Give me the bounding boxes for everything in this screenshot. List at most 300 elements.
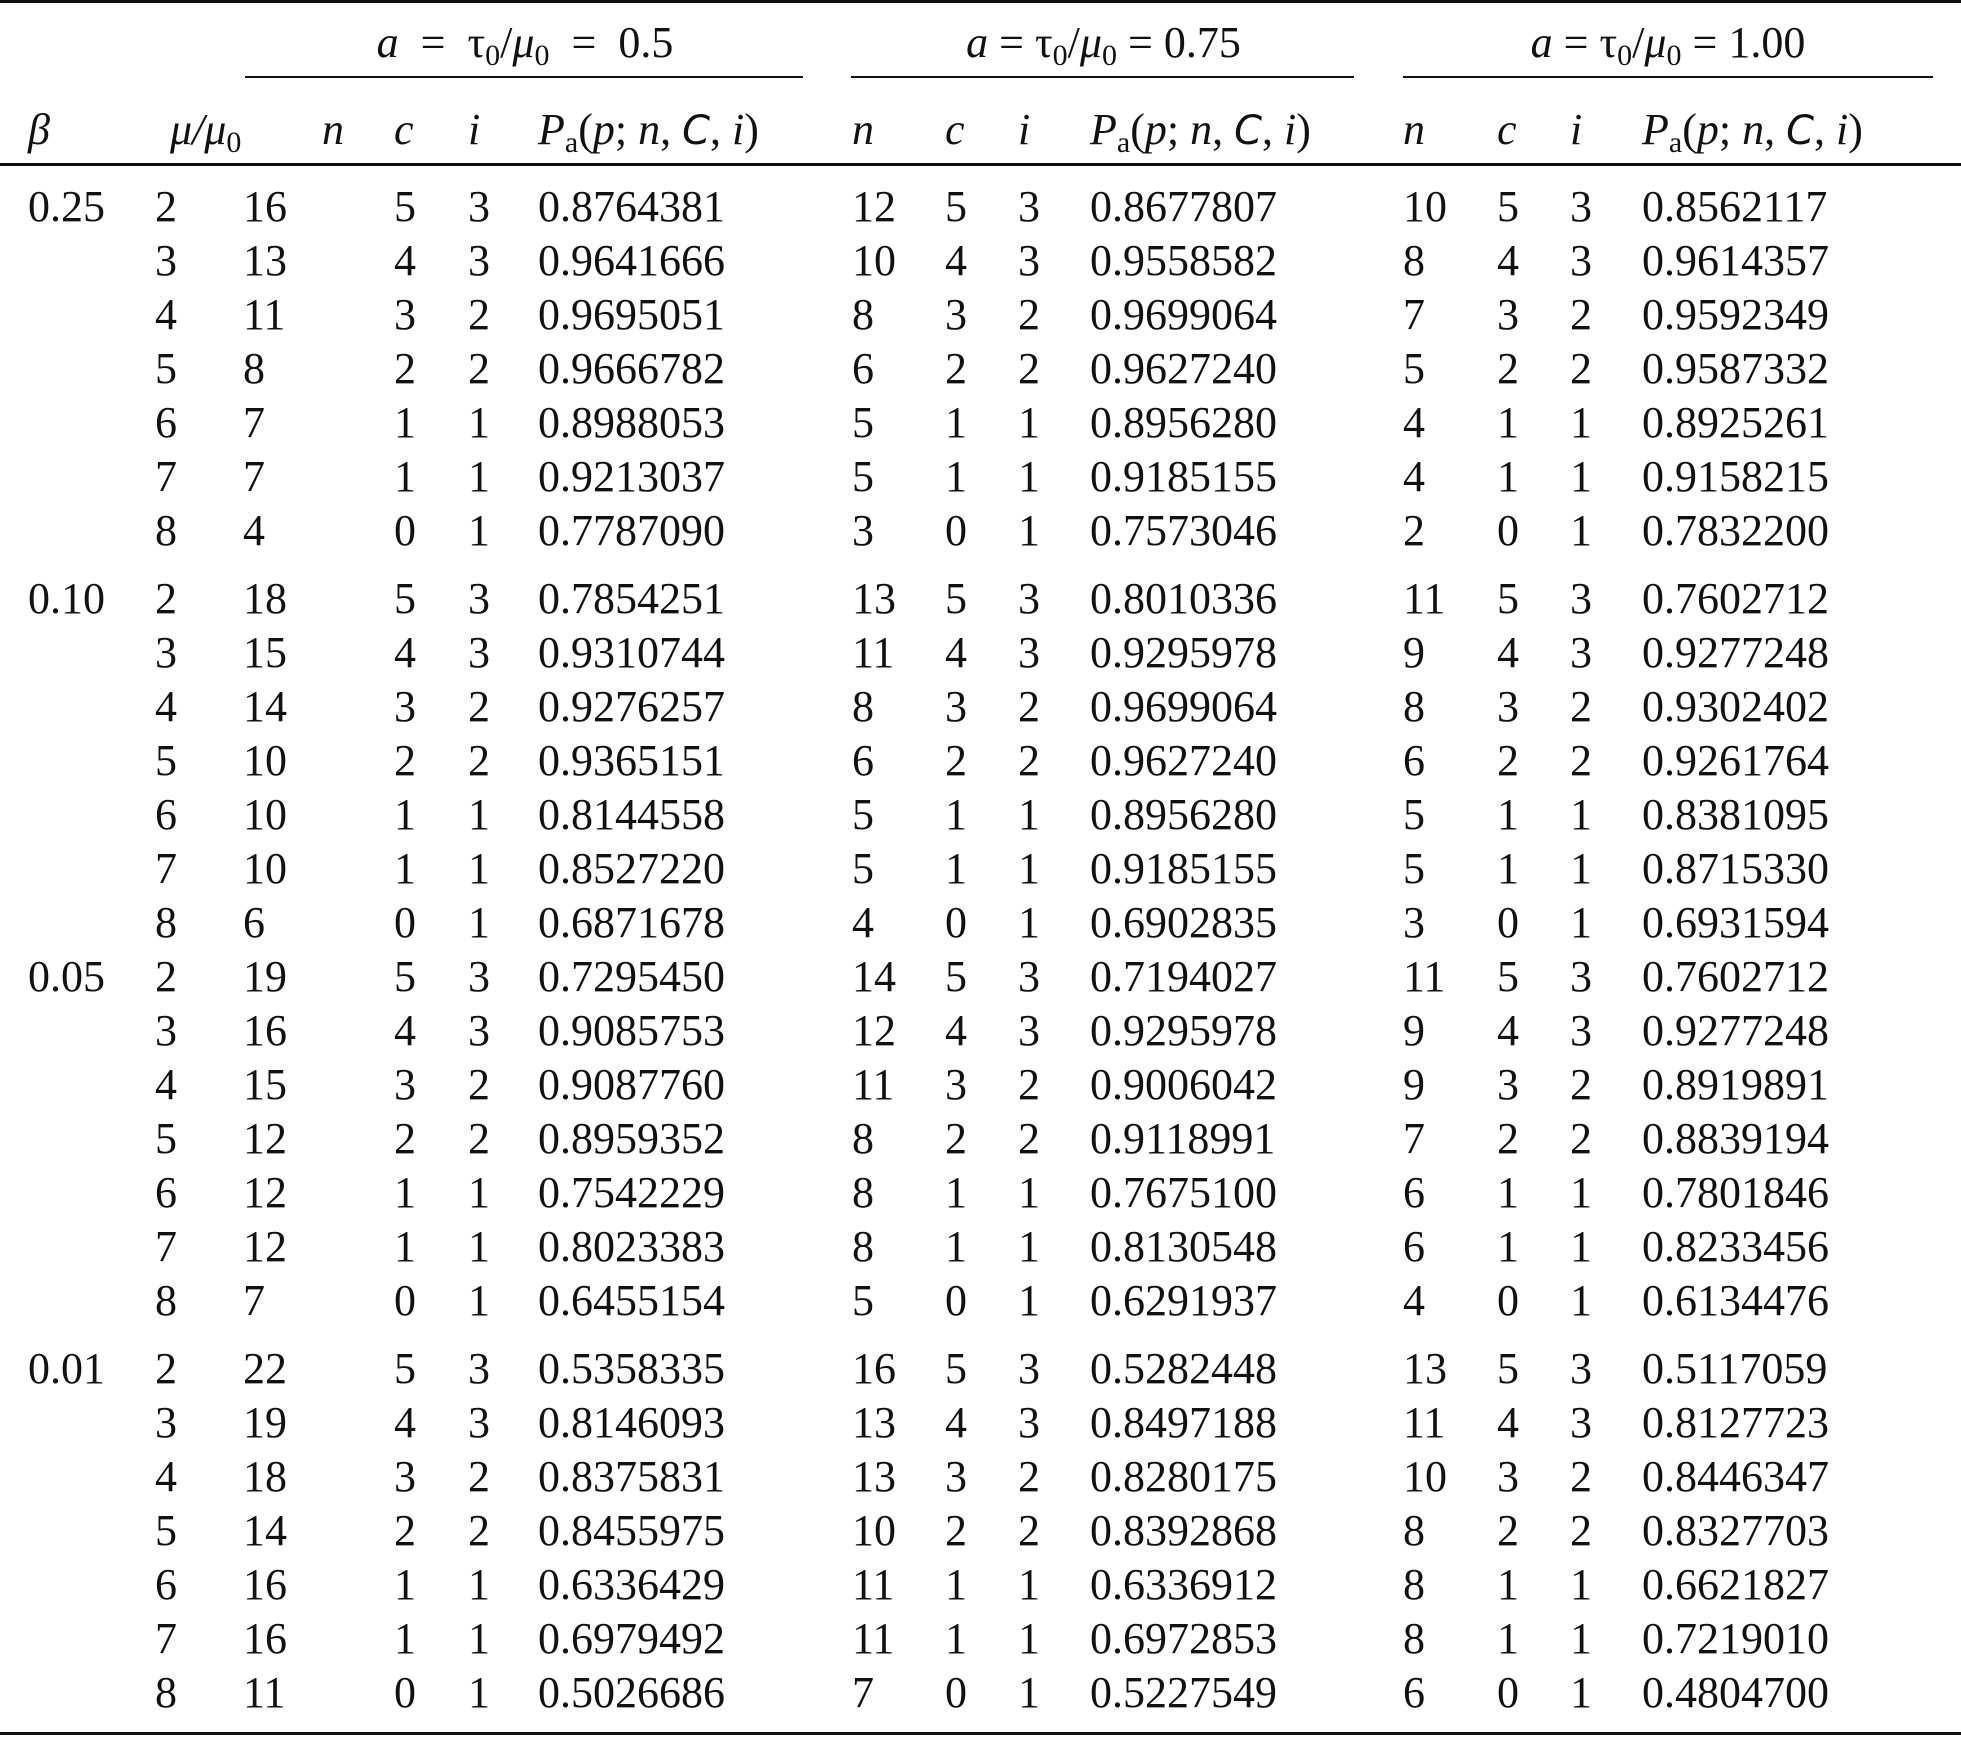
acceptance-probability-a-0-5: 0.7542229 (538, 1168, 725, 1217)
table-bottom-rule (0, 1732, 1961, 1735)
acceptance-probability-a-1-00: 0.8233456 (1642, 1222, 1829, 1271)
sample-size-n-a-0-5: 16 (243, 1560, 287, 1609)
acceptance-number-c-a-1-00: 4 (1497, 1398, 1519, 1447)
acceptance-probability-a-0-75: 0.6291937 (1090, 1276, 1277, 1325)
lot-index-i-a-1-00: 1 (1570, 844, 1592, 893)
lot-index-i-a-1-00: 1 (1570, 1168, 1592, 1217)
acceptance-probability-a-1-00: 0.8715330 (1642, 844, 1829, 893)
lot-index-i-a-0-75: 1 (1018, 1614, 1040, 1663)
acceptance-probability-a-0-5: 0.6979492 (538, 1614, 725, 1663)
header-n: n (1403, 105, 1425, 154)
acceptance-probability-a-1-00: 0.9614357 (1642, 236, 1829, 285)
acceptance-number-c-a-0-75: 1 (945, 844, 967, 893)
sample-size-n-a-1-00: 8 (1403, 236, 1425, 285)
acceptance-probability-a-0-5: 0.6336429 (538, 1560, 725, 1609)
sample-size-n-a-1-00: 3 (1403, 898, 1425, 947)
lot-index-i-a-0-5: 3 (468, 1006, 490, 1055)
lot-index-i-a-0-5: 2 (468, 1452, 490, 1501)
acceptance-number-c-a-1-00: 2 (1497, 1114, 1519, 1163)
acceptance-probability-a-1-00: 0.7602712 (1642, 574, 1829, 623)
sample-size-n-a-0-75: 6 (852, 736, 874, 785)
lot-index-i-a-0-5: 3 (468, 236, 490, 285)
acceptance-probability-a-0-5: 0.8455975 (538, 1506, 725, 1555)
acceptance-probability-a-0-75: 0.9699064 (1090, 290, 1277, 339)
acceptance-probability-a-0-75: 0.9295978 (1090, 628, 1277, 677)
header-c: c (1497, 105, 1517, 154)
mu-ratio-value: 2 (155, 952, 177, 1001)
sample-size-n-a-1-00: 6 (1403, 1668, 1425, 1717)
acceptance-number-c-a-0-5: 5 (394, 952, 416, 1001)
sample-size-n-a-0-75: 16 (852, 1344, 896, 1393)
acceptance-probability-a-0-5: 0.8988053 (538, 398, 725, 447)
mu-ratio-value: 3 (155, 236, 177, 285)
acceptance-probability-a-1-00: 0.8839194 (1642, 1114, 1829, 1163)
header-pa: $P_a(p$; n, C, i) (1090, 105, 1311, 159)
sample-size-n-a-1-00: 6 (1403, 736, 1425, 785)
acceptance-number-c-a-0-75: 2 (945, 736, 967, 785)
acceptance-number-c-a-1-00: 0 (1497, 1668, 1519, 1717)
acceptance-number-c-a-1-00: 5 (1497, 182, 1519, 231)
lot-index-i-a-1-00: 1 (1570, 1614, 1592, 1663)
acceptance-number-c-a-0-5: 4 (394, 236, 416, 285)
mu-ratio-value: 6 (155, 1168, 177, 1217)
acceptance-number-c-a-1-00: 1 (1497, 1222, 1519, 1271)
sample-size-n-a-0-75: 11 (852, 1614, 895, 1663)
lot-index-i-a-0-5: 3 (468, 952, 490, 1001)
acceptance-number-c-a-0-75: 1 (945, 790, 967, 839)
acceptance-number-c-a-1-00: 1 (1497, 790, 1519, 839)
acceptance-probability-a-0-75: 0.9558582 (1090, 236, 1277, 285)
acceptance-probability-a-1-00: 0.9261764 (1642, 736, 1829, 785)
sample-size-n-a-0-5: 11 (243, 1668, 286, 1717)
lot-index-i-a-1-00: 1 (1570, 452, 1592, 501)
acceptance-probability-a-0-5: 0.9365151 (538, 736, 725, 785)
sample-size-n-a-0-5: 11 (243, 290, 286, 339)
acceptance-number-c-a-0-75: 1 (945, 398, 967, 447)
lot-index-i-a-0-75: 1 (1018, 1668, 1040, 1717)
acceptance-number-c-a-0-5: 1 (394, 1560, 416, 1609)
mu-ratio-value: 6 (155, 1560, 177, 1609)
sample-size-n-a-1-00: 4 (1403, 452, 1425, 501)
lot-index-i-a-1-00: 3 (1570, 952, 1592, 1001)
acceptance-probability-a-1-00: 0.8127723 (1642, 1398, 1829, 1447)
acceptance-number-c-a-0-75: 1 (945, 1168, 967, 1217)
acceptance-probability-a-0-5: 0.8764381 (538, 182, 725, 231)
acceptance-number-c-a-0-75: 5 (945, 1344, 967, 1393)
acceptance-number-c-a-1-00: 1 (1497, 452, 1519, 501)
acceptance-number-c-a-0-5: 3 (394, 682, 416, 731)
header-mu-ratio: $\mu/\mu_0$ (170, 105, 242, 159)
acceptance-probability-a-0-75: 0.7573046 (1090, 506, 1277, 555)
sample-size-n-a-0-75: 13 (852, 1452, 896, 1501)
lot-index-i-a-1-00: 2 (1570, 344, 1592, 393)
acceptance-number-c-a-0-5: 1 (394, 452, 416, 501)
acceptance-probability-a-0-75: 0.9118991 (1090, 1114, 1276, 1163)
header-i: i (1018, 105, 1031, 154)
sample-size-n-a-0-5: 10 (243, 790, 287, 839)
lot-index-i-a-0-5: 2 (468, 1060, 490, 1109)
mu-ratio-value: 2 (155, 574, 177, 623)
acceptance-number-c-a-0-75: 2 (945, 1506, 967, 1555)
lot-index-i-a-1-00: 1 (1570, 790, 1592, 839)
acceptance-probability-a-0-75: 0.8956280 (1090, 790, 1277, 839)
sample-size-n-a-1-00: 7 (1403, 290, 1425, 339)
acceptance-probability-a-0-5: 0.9213037 (538, 452, 725, 501)
sample-size-n-a-0-5: 16 (243, 182, 287, 231)
acceptance-number-c-a-0-5: 1 (394, 1222, 416, 1271)
lot-index-i-a-0-5: 1 (468, 1276, 490, 1325)
lot-index-i-a-1-00: 3 (1570, 182, 1592, 231)
acceptance-probability-a-0-75: 0.9185155 (1090, 452, 1277, 501)
acceptance-probability-a-0-75: 0.9699064 (1090, 682, 1277, 731)
acceptance-probability-a-0-5: 0.9641666 (538, 236, 725, 285)
header-n: n (852, 105, 874, 154)
acceptance-probability-a-0-5: 0.8527220 (538, 844, 725, 893)
sample-size-n-a-0-5: 10 (243, 844, 287, 893)
acceptance-probability-a-0-5: 0.7295450 (538, 952, 725, 1001)
acceptance-number-c-a-1-00: 4 (1497, 628, 1519, 677)
acceptance-probability-a-0-5: 0.8959352 (538, 1114, 725, 1163)
lot-index-i-a-0-5: 2 (468, 290, 490, 339)
lot-index-i-a-0-75: 1 (1018, 1560, 1040, 1609)
lot-index-i-a-0-5: 2 (468, 1114, 490, 1163)
acceptance-number-c-a-0-75: 4 (945, 236, 967, 285)
mu-ratio-value: 6 (155, 790, 177, 839)
mu-ratio-value: 7 (155, 452, 177, 501)
acceptance-number-c-a-0-5: 0 (394, 1276, 416, 1325)
acceptance-number-c-a-0-75: 0 (945, 1668, 967, 1717)
sample-size-n-a-0-5: 12 (243, 1222, 287, 1271)
lot-index-i-a-0-75: 2 (1018, 1114, 1040, 1163)
lot-index-i-a-0-5: 3 (468, 628, 490, 677)
sample-size-n-a-0-75: 10 (852, 236, 896, 285)
lot-index-i-a-0-5: 1 (468, 898, 490, 947)
acceptance-probability-a-0-5: 0.6455154 (538, 1276, 725, 1325)
mu-ratio-value: 5 (155, 1506, 177, 1555)
mu-ratio-value: 5 (155, 736, 177, 785)
lot-index-i-a-0-75: 3 (1018, 236, 1040, 285)
lot-index-i-a-0-75: 2 (1018, 736, 1040, 785)
lot-index-i-a-0-75: 2 (1018, 682, 1040, 731)
mu-ratio-value: 7 (155, 1222, 177, 1271)
sample-size-n-a-1-00: 8 (1403, 1614, 1425, 1663)
sample-size-n-a-0-5: 18 (243, 574, 287, 623)
mu-ratio-value: 8 (155, 1668, 177, 1717)
sample-size-n-a-0-5: 16 (243, 1614, 287, 1663)
lot-index-i-a-0-75: 1 (1018, 1276, 1040, 1325)
acceptance-probability-a-1-00: 0.6134476 (1642, 1276, 1829, 1325)
acceptance-number-c-a-1-00: 2 (1497, 1506, 1519, 1555)
header-pa: $P_a(p$; n, C, i) (538, 105, 759, 159)
lot-index-i-a-0-5: 1 (468, 398, 490, 447)
lot-index-i-a-0-75: 2 (1018, 344, 1040, 393)
acceptance-probability-a-0-75: 0.9185155 (1090, 844, 1277, 893)
lot-index-i-a-0-75: 1 (1018, 790, 1040, 839)
mu-ratio-value: 8 (155, 506, 177, 555)
lot-index-i-a-0-5: 3 (468, 1344, 490, 1393)
acceptance-probability-a-1-00: 0.8381095 (1642, 790, 1829, 839)
acceptance-number-c-a-1-00: 1 (1497, 1560, 1519, 1609)
acceptance-number-c-a-0-5: 2 (394, 736, 416, 785)
lot-index-i-a-1-00: 2 (1570, 682, 1592, 731)
acceptance-number-c-a-0-5: 2 (394, 1114, 416, 1163)
sample-size-n-a-0-5: 4 (243, 506, 265, 555)
acceptance-probability-a-0-5: 0.7854251 (538, 574, 725, 623)
lot-index-i-a-0-5: 2 (468, 736, 490, 785)
sample-size-n-a-0-5: 18 (243, 1452, 287, 1501)
acceptance-number-c-a-0-5: 1 (394, 1168, 416, 1217)
mu-ratio-value: 2 (155, 1344, 177, 1393)
lot-index-i-a-0-75: 2 (1018, 1060, 1040, 1109)
acceptance-number-c-a-0-75: 1 (945, 1222, 967, 1271)
mu-ratio-value: 8 (155, 898, 177, 947)
acceptance-probability-a-1-00: 0.7219010 (1642, 1614, 1829, 1663)
sample-size-n-a-1-00: 5 (1403, 844, 1425, 893)
lot-index-i-a-0-75: 1 (1018, 898, 1040, 947)
acceptance-number-c-a-1-00: 5 (1497, 952, 1519, 1001)
lot-index-i-a-1-00: 2 (1570, 1506, 1592, 1555)
lot-index-i-a-1-00: 1 (1570, 1668, 1592, 1717)
header-pa: $P_a(p$; n, C, i) (1642, 105, 1863, 159)
sample-size-n-a-0-5: 19 (243, 1398, 287, 1447)
lot-index-i-a-0-75: 3 (1018, 1006, 1040, 1055)
sample-size-n-a-0-5: 12 (243, 1168, 287, 1217)
lot-index-i-a-1-00: 2 (1570, 1114, 1592, 1163)
sample-size-n-a-1-00: 9 (1403, 628, 1425, 677)
acceptance-number-c-a-0-75: 0 (945, 506, 967, 555)
acceptance-number-c-a-0-5: 3 (394, 1060, 416, 1109)
acceptance-number-c-a-0-75: 1 (945, 1614, 967, 1663)
acceptance-number-c-a-1-00: 0 (1497, 506, 1519, 555)
lot-index-i-a-0-5: 1 (468, 506, 490, 555)
acceptance-number-c-a-0-5: 0 (394, 898, 416, 947)
lot-index-i-a-0-75: 3 (1018, 1398, 1040, 1447)
acceptance-probability-a-1-00: 0.9302402 (1642, 682, 1829, 731)
sample-size-n-a-0-75: 6 (852, 344, 874, 393)
mu-ratio-value: 8 (155, 1276, 177, 1325)
sample-size-n-a-0-75: 12 (852, 1006, 896, 1055)
sample-size-n-a-0-5: 12 (243, 1114, 287, 1163)
mu-ratio-value: 2 (155, 182, 177, 231)
sample-size-n-a-1-00: 11 (1403, 952, 1446, 1001)
sample-size-n-a-0-5: 14 (243, 682, 287, 731)
acceptance-number-c-a-0-75: 1 (945, 452, 967, 501)
lot-index-i-a-0-5: 1 (468, 1668, 490, 1717)
acceptance-number-c-a-0-5: 3 (394, 1452, 416, 1501)
acceptance-number-c-a-1-00: 1 (1497, 1168, 1519, 1217)
mu-ratio-value: 3 (155, 1006, 177, 1055)
beta-value: 0.05 (28, 952, 105, 1001)
sample-size-n-a-0-75: 11 (852, 1060, 895, 1109)
header-beta: β (28, 105, 50, 154)
lot-index-i-a-0-75: 1 (1018, 398, 1040, 447)
sample-size-n-a-1-00: 10 (1403, 1452, 1447, 1501)
acceptance-probability-a-0-75: 0.6336912 (1090, 1560, 1277, 1609)
lot-index-i-a-0-5: 2 (468, 344, 490, 393)
sample-size-n-a-0-75: 11 (852, 1560, 895, 1609)
lot-index-i-a-1-00: 2 (1570, 1452, 1592, 1501)
lot-index-i-a-1-00: 3 (1570, 574, 1592, 623)
sample-size-n-a-0-75: 5 (852, 844, 874, 893)
lot-index-i-a-0-75: 1 (1018, 1168, 1040, 1217)
acceptance-number-c-a-1-00: 0 (1497, 1276, 1519, 1325)
mu-ratio-value: 5 (155, 1114, 177, 1163)
header-c: c (945, 105, 965, 154)
sample-size-n-a-0-75: 14 (852, 952, 896, 1001)
sample-size-n-a-0-5: 22 (243, 1344, 287, 1393)
mu-ratio-value: 5 (155, 344, 177, 393)
lot-index-i-a-0-5: 3 (468, 182, 490, 231)
acceptance-number-c-a-0-75: 5 (945, 182, 967, 231)
acceptance-number-c-a-1-00: 1 (1497, 398, 1519, 447)
lot-index-i-a-1-00: 1 (1570, 506, 1592, 555)
sample-size-n-a-0-75: 8 (852, 1114, 874, 1163)
acceptance-probability-a-1-00: 0.7602712 (1642, 952, 1829, 1001)
sample-size-n-a-0-5: 7 (243, 398, 265, 447)
sample-size-n-a-0-75: 11 (852, 628, 895, 677)
acceptance-probability-a-1-00: 0.8562117 (1642, 182, 1828, 231)
sample-size-n-a-0-5: 15 (243, 628, 287, 677)
lot-index-i-a-0-5: 2 (468, 682, 490, 731)
acceptance-number-c-a-0-75: 2 (945, 344, 967, 393)
acceptance-number-c-a-0-5: 1 (394, 790, 416, 839)
acceptance-number-c-a-1-00: 0 (1497, 898, 1519, 947)
acceptance-probability-a-1-00: 0.9277248 (1642, 1006, 1829, 1055)
acceptance-number-c-a-1-00: 3 (1497, 1060, 1519, 1109)
acceptance-number-c-a-0-5: 5 (394, 1344, 416, 1393)
acceptance-probability-a-1-00: 0.4804700 (1642, 1668, 1829, 1717)
sample-size-n-a-0-75: 8 (852, 290, 874, 339)
sample-size-n-a-0-5: 14 (243, 1506, 287, 1555)
sample-size-n-a-1-00: 6 (1403, 1222, 1425, 1271)
lot-index-i-a-1-00: 2 (1570, 736, 1592, 785)
header-i: i (1570, 105, 1583, 154)
sample-size-n-a-1-00: 8 (1403, 1560, 1425, 1609)
acceptance-probability-a-0-5: 0.9087760 (538, 1060, 725, 1109)
acceptance-probability-a-0-75: 0.8956280 (1090, 398, 1277, 447)
beta-value: 0.10 (28, 574, 105, 623)
beta-value: 0.25 (28, 182, 105, 231)
mu-ratio-value: 4 (155, 682, 177, 731)
acceptance-probability-a-1-00: 0.5117059 (1642, 1344, 1828, 1393)
sample-size-n-a-0-75: 13 (852, 1398, 896, 1447)
acceptance-number-c-a-1-00: 4 (1497, 1006, 1519, 1055)
lot-index-i-a-0-5: 1 (468, 844, 490, 893)
lot-index-i-a-0-75: 2 (1018, 290, 1040, 339)
sample-size-n-a-0-75: 4 (852, 898, 874, 947)
acceptance-number-c-a-1-00: 2 (1497, 344, 1519, 393)
acceptance-number-c-a-0-75: 1 (945, 1560, 967, 1609)
acceptance-number-c-a-1-00: 1 (1497, 1614, 1519, 1663)
acceptance-probability-a-0-5: 0.8375831 (538, 1452, 725, 1501)
acceptance-number-c-a-0-75: 4 (945, 628, 967, 677)
acceptance-number-c-a-1-00: 3 (1497, 682, 1519, 731)
sample-size-n-a-1-00: 9 (1403, 1060, 1425, 1109)
sample-size-n-a-1-00: 11 (1403, 1398, 1446, 1447)
sample-size-n-a-1-00: 6 (1403, 1168, 1425, 1217)
acceptance-number-c-a-0-5: 0 (394, 506, 416, 555)
acceptance-probability-a-1-00: 0.8925261 (1642, 398, 1829, 447)
lot-index-i-a-1-00: 3 (1570, 236, 1592, 285)
sample-size-n-a-0-5: 8 (243, 344, 265, 393)
lot-index-i-a-1-00: 3 (1570, 1398, 1592, 1447)
lot-index-i-a-0-75: 1 (1018, 452, 1040, 501)
acceptance-probability-a-0-5: 0.9695051 (538, 290, 725, 339)
acceptance-number-c-a-1-00: 1 (1497, 844, 1519, 893)
acceptance-probability-a-1-00: 0.9592349 (1642, 290, 1829, 339)
group-title-a-0-5: $a = \tau_0/\mu_0 = 0.5$ (376, 18, 674, 72)
group-underline-a-0-5 (245, 76, 803, 78)
header-i: i (468, 105, 481, 154)
acceptance-probability-a-0-75: 0.5282448 (1090, 1344, 1277, 1393)
acceptance-number-c-a-0-75: 0 (945, 898, 967, 947)
sample-size-n-a-0-75: 5 (852, 1276, 874, 1325)
table-top-rule (0, 0, 1961, 3)
acceptance-probability-a-0-75: 0.9627240 (1090, 736, 1277, 785)
acceptance-probability-a-0-5: 0.9666782 (538, 344, 725, 393)
acceptance-number-c-a-0-75: 3 (945, 682, 967, 731)
acceptance-number-c-a-0-5: 1 (394, 844, 416, 893)
beta-value: 0.01 (28, 1344, 105, 1393)
lot-index-i-a-0-75: 2 (1018, 1452, 1040, 1501)
acceptance-number-c-a-0-75: 4 (945, 1006, 967, 1055)
acceptance-probability-a-0-5: 0.9276257 (538, 682, 725, 731)
sample-size-n-a-0-75: 7 (852, 1668, 874, 1717)
sample-size-n-a-0-75: 5 (852, 790, 874, 839)
acceptance-probability-a-0-75: 0.9295978 (1090, 1006, 1277, 1055)
sample-size-n-a-0-5: 7 (243, 452, 265, 501)
lot-index-i-a-0-5: 1 (468, 790, 490, 839)
acceptance-number-c-a-0-5: 3 (394, 290, 416, 339)
mu-ratio-value: 6 (155, 398, 177, 447)
acceptance-probability-a-1-00: 0.9158215 (1642, 452, 1829, 501)
acceptance-probability-a-0-75: 0.8497188 (1090, 1398, 1277, 1447)
lot-index-i-a-1-00: 1 (1570, 398, 1592, 447)
acceptance-probability-a-0-5: 0.8146093 (538, 1398, 725, 1447)
acceptance-number-c-a-0-75: 3 (945, 1060, 967, 1109)
sample-size-n-a-1-00: 13 (1403, 1344, 1447, 1393)
sample-size-n-a-0-5: 16 (243, 1006, 287, 1055)
acceptance-number-c-a-0-75: 3 (945, 290, 967, 339)
sample-size-n-a-1-00: 11 (1403, 574, 1446, 623)
acceptance-probability-a-0-5: 0.9310744 (538, 628, 725, 677)
lot-index-i-a-1-00: 1 (1570, 1222, 1592, 1271)
mu-ratio-value: 4 (155, 290, 177, 339)
acceptance-probability-a-1-00: 0.6931594 (1642, 898, 1829, 947)
lot-index-i-a-0-75: 3 (1018, 952, 1040, 1001)
acceptance-number-c-a-0-75: 2 (945, 1114, 967, 1163)
acceptance-number-c-a-0-75: 3 (945, 1452, 967, 1501)
sample-size-n-a-0-5: 6 (243, 898, 265, 947)
acceptance-probability-a-1-00: 0.8327703 (1642, 1506, 1829, 1555)
acceptance-number-c-a-0-75: 5 (945, 574, 967, 623)
sample-size-n-a-0-75: 8 (852, 1168, 874, 1217)
acceptance-probability-a-0-75: 0.8392868 (1090, 1506, 1277, 1555)
acceptance-number-c-a-0-5: 0 (394, 1668, 416, 1717)
acceptance-probability-a-1-00: 0.7832200 (1642, 506, 1829, 555)
acceptance-probability-a-0-5: 0.8023383 (538, 1222, 725, 1271)
group-underline-a-1-00 (1403, 76, 1933, 78)
acceptance-probability-a-0-75: 0.6902835 (1090, 898, 1277, 947)
acceptance-number-c-a-0-5: 1 (394, 1614, 416, 1663)
sample-size-n-a-0-75: 13 (852, 574, 896, 623)
acceptance-number-c-a-0-5: 4 (394, 1006, 416, 1055)
lot-index-i-a-1-00: 3 (1570, 1006, 1592, 1055)
acceptance-number-c-a-0-75: 0 (945, 1276, 967, 1325)
acceptance-probability-a-1-00: 0.7801846 (1642, 1168, 1829, 1217)
acceptance-probability-a-0-75: 0.7194027 (1090, 952, 1277, 1001)
header-n: n (322, 105, 344, 154)
